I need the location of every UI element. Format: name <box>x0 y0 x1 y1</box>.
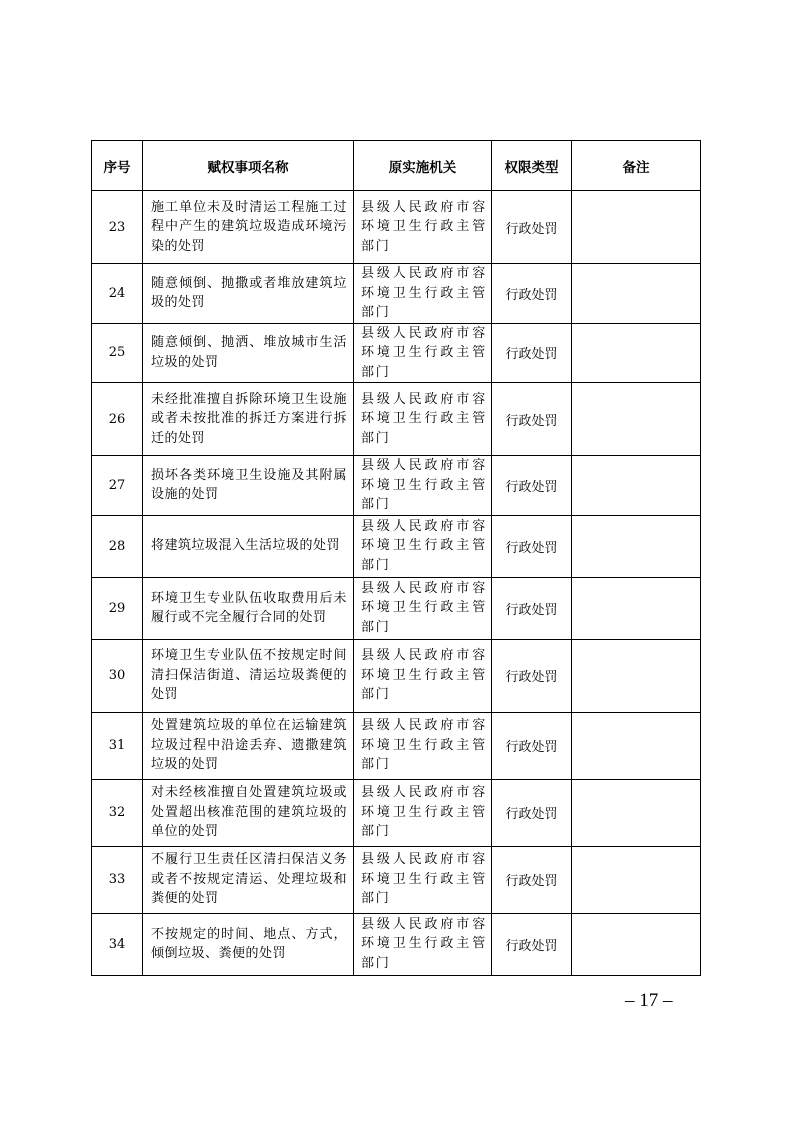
table-row <box>92 639 701 712</box>
cell-item-name <box>143 577 354 639</box>
cell-original-authority-text: 县级人民政府市容环境卫生行政主管部门 <box>361 266 487 320</box>
cell-remarks <box>572 515 701 577</box>
cell-remarks <box>572 913 701 975</box>
cell-authority-type: 行政处罚 <box>492 191 572 264</box>
cell-original-authority-text: 县级人民政府市容环境卫生行政主管部门 <box>361 718 487 773</box>
cell-authority-type: 行政处罚 <box>492 323 572 383</box>
cell-original-authority-text: 县级人民政府市容环境卫生行政主管部门 <box>361 580 487 635</box>
table-row <box>92 323 701 383</box>
cell-item-name <box>143 264 354 324</box>
header-original-authority: 原实施机关 <box>354 141 492 191</box>
cell-remarks <box>572 456 701 516</box>
table-row <box>92 264 701 324</box>
cell-serial-number: 31 <box>92 712 143 779</box>
cell-remarks <box>572 712 701 779</box>
table-row <box>92 191 701 264</box>
cell-item-name-text: 将建筑垃圾混入生活垃圾的处罚 <box>151 538 341 554</box>
cell-authority-type: 行政处罚 <box>492 264 572 324</box>
cell-serial-number: 32 <box>92 779 143 846</box>
cell-original-authority <box>354 264 492 324</box>
cell-remarks <box>572 264 701 324</box>
cell-item-name-text: 施工单位未及时清运工程施工过程中产生的建筑垃圾造成环境污染的处罚 <box>151 199 347 254</box>
cell-authority-type: 行政处罚 <box>492 577 572 639</box>
header-serial-number: 序号 <box>92 141 143 191</box>
cell-original-authority <box>354 577 492 639</box>
cell-original-authority-text: 县级人民政府市容环境卫生行政主管部门 <box>361 648 487 703</box>
cell-item-name <box>143 779 354 846</box>
cell-serial-number: 26 <box>92 383 143 456</box>
cell-item-name-text: 对未经核准擅自处置建筑垃圾或处置超出核准范围的建筑垃圾的单位的处罚 <box>151 785 347 840</box>
table-row <box>92 913 701 975</box>
cell-serial-number: 34 <box>92 913 143 975</box>
cell-original-authority <box>354 639 492 712</box>
cell-remarks <box>572 779 701 846</box>
cell-original-authority <box>354 191 492 264</box>
table-header-row <box>92 141 701 191</box>
cell-authority-type: 行政处罚 <box>492 846 572 913</box>
cell-item-name-text: 环境卫生专业队伍收取费用后未履行或不完全履行合同的处罚 <box>151 590 347 625</box>
cell-item-name-text: 处置建筑垃圾的单位在运输建筑垃圾过程中沿途丢弃、遗撒建筑垃圾的处罚 <box>151 718 347 773</box>
cell-remarks <box>572 323 701 383</box>
cell-item-name-text: 随意倾倒、抛撒或者堆放建筑垃圾的处罚 <box>151 275 347 311</box>
table-row <box>92 577 701 639</box>
cell-item-name <box>143 913 354 975</box>
cell-authority-type: 行政处罚 <box>492 639 572 712</box>
cell-authority-type: 行政处罚 <box>492 383 572 456</box>
table-row <box>92 383 701 456</box>
cell-authority-type: 行政处罚 <box>492 779 572 846</box>
cell-item-name-text: 未经批准擅自拆除环境卫生设施或者未按批准的拆迁方案进行拆迁的处罚 <box>151 391 347 446</box>
table-row <box>92 779 701 846</box>
cell-original-authority-text: 县级人民政府市容环境卫生行政主管部门 <box>361 518 487 573</box>
cell-original-authority-text: 县级人民政府市容环境卫生行政主管部门 <box>361 199 487 254</box>
cell-authority-type: 行政处罚 <box>492 456 572 516</box>
cell-original-authority <box>354 383 492 456</box>
cell-original-authority-text: 县级人民政府市容环境卫生行政主管部门 <box>361 458 487 512</box>
cell-serial-number: 33 <box>92 846 143 913</box>
cell-remarks <box>572 639 701 712</box>
cell-remarks <box>572 191 701 264</box>
cell-original-authority <box>354 846 492 913</box>
cell-serial-number: 29 <box>92 577 143 639</box>
cell-original-authority-text: 县级人民政府市容环境卫生行政主管部门 <box>361 785 487 840</box>
cell-item-name <box>143 639 354 712</box>
cell-item-name <box>143 383 354 456</box>
page-number: – 17 – <box>625 990 673 1011</box>
header-authority-type: 权限类型 <box>492 141 572 191</box>
cell-item-name-text: 随意倾倒、抛洒、堆放城市生活垃圾的处罚 <box>151 335 347 370</box>
cell-authority-type: 行政处罚 <box>492 913 572 975</box>
cell-remarks <box>572 846 701 913</box>
cell-authority-type: 行政处罚 <box>492 515 572 577</box>
cell-remarks <box>572 383 701 456</box>
cell-item-name <box>143 323 354 383</box>
cell-remarks <box>572 577 701 639</box>
cell-original-authority <box>354 323 492 383</box>
cell-original-authority-text: 县级人民政府市容环境卫生行政主管部门 <box>361 391 487 446</box>
cell-item-name-text: 不按规定的时间、地点、方式，倾倒垃圾、粪便的处罚 <box>151 926 347 961</box>
table-row <box>92 456 701 516</box>
cell-original-authority <box>354 913 492 975</box>
cell-serial-number: 25 <box>92 323 143 383</box>
cell-original-authority-text: 县级人民政府市容环境卫生行政主管部门 <box>361 916 487 971</box>
cell-item-name-text: 损坏各类环境卫生设施及其附属设施的处罚 <box>151 467 347 503</box>
cell-item-name <box>143 846 354 913</box>
cell-item-name <box>143 712 354 779</box>
header-item-name: 赋权事项名称 <box>143 141 354 191</box>
cell-original-authority <box>354 456 492 516</box>
cell-original-authority-text: 县级人民政府市容环境卫生行政主管部门 <box>361 325 487 380</box>
cell-original-authority <box>354 712 492 779</box>
cell-authority-type: 行政处罚 <box>492 712 572 779</box>
table-body <box>92 191 701 976</box>
header-remarks: 备注 <box>572 141 701 191</box>
cell-item-name <box>143 456 354 516</box>
cell-serial-number: 23 <box>92 191 143 264</box>
cell-item-name-text: 环境卫生专业队伍不按规定时间清扫保洁街道、清运垃圾粪便的处罚 <box>151 648 347 703</box>
cell-item-name <box>143 191 354 264</box>
cell-serial-number: 24 <box>92 264 143 324</box>
cell-original-authority <box>354 515 492 577</box>
cell-item-name-text: 不履行卫生责任区清扫保洁义务或者不按规定清运、处理垃圾和粪便的处罚 <box>151 852 347 907</box>
cell-item-name <box>143 515 354 577</box>
cell-serial-number: 27 <box>92 456 143 516</box>
cell-original-authority <box>354 779 492 846</box>
authority-table <box>91 140 701 976</box>
cell-serial-number: 30 <box>92 639 143 712</box>
table-row <box>92 712 701 779</box>
table-row <box>92 846 701 913</box>
cell-serial-number: 28 <box>92 515 143 577</box>
cell-original-authority-text: 县级人民政府市容环境卫生行政主管部门 <box>361 852 487 907</box>
table-row <box>92 515 701 577</box>
